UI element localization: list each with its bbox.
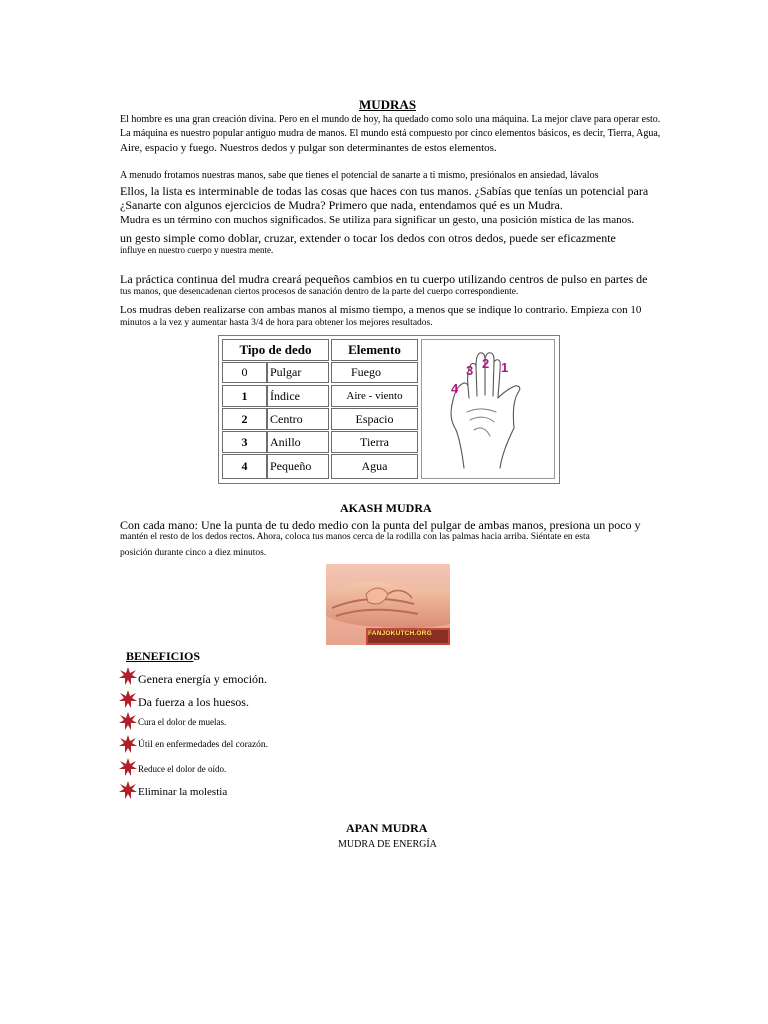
benefit-item: Genera energía y emoción.	[138, 672, 268, 686]
hand-outline-icon	[422, 340, 556, 480]
para3-line: minutos a la vez y aumentar hasta 3/4 de hora para obtener los mejores resultados.	[120, 318, 433, 328]
page-title: MUDRAS	[359, 97, 417, 112]
starburst-bullet-icon	[118, 757, 138, 777]
table-cell-number: 3	[222, 431, 267, 453]
para3-line: La práctica continua del mudra creará pequeños cambios en tu cuerpo utilizando centros de pulso en partes de	[120, 272, 648, 286]
akash-line: mantén el resto de los dedos rectos. Ahora, coloca tus manos cerca de la rodilla con las palmas hacia arriba. Siéntate en esta	[120, 532, 590, 542]
finger-element-table	[218, 335, 560, 484]
para2-line: Ellos, la lista es interminable de todas las cosas que haces con tus manos. ¿Sabías que tenías un potencial para	[120, 184, 649, 198]
akash-line: posición durante cinco a diez minutos.	[120, 548, 267, 558]
table-cell-finger: Pequeño	[267, 454, 329, 479]
table-cell-element: Aire - viento	[331, 385, 418, 407]
table-header-element: Elemento	[331, 339, 418, 361]
table-cell-number: 2	[222, 408, 267, 430]
table-cell-element: Fuego	[331, 362, 418, 383]
apan-subtitle: MUDRA DE ENERGÍA	[338, 839, 437, 850]
intro-line: La máquina es nuestro popular antiguo mudra de manos. El mundo está compuesto por cinco elementos básicos, es decir, Tierra, Agua,	[120, 128, 661, 139]
starburst-bullet-icon	[118, 734, 138, 754]
para2-line: un gesto simple como doblar, cruzar, extender o tocar los dedos con otros dedos, puede ser eficazmente	[120, 231, 616, 245]
benefit-item: Da fuerza a los huesos.	[138, 695, 249, 709]
table-cell-element: Espacio	[331, 408, 418, 430]
benefit-item: Eliminar la molestia	[138, 786, 228, 798]
benefit-item: Reduce el dolor de oído.	[138, 764, 227, 774]
table-cell-number: 4	[222, 454, 267, 479]
hand-label-4: 4	[451, 381, 459, 396]
benefits-title-main: BENEFICIO	[126, 649, 194, 663]
photo-watermark: FANJOKUTCH.ORG	[368, 630, 432, 637]
para2-line: ¿Sanarte con algunos ejercicios de Mudra? Primero que nada, entendamos qué es un Mudra.	[120, 198, 563, 212]
apan-title: APAN MUDRA	[346, 821, 428, 835]
benefits-title-tail: S	[193, 649, 201, 663]
benefit-item: Útil en enfermedades del corazón.	[138, 740, 269, 750]
starburst-bullet-icon	[118, 689, 138, 709]
akash-line: Con cada mano: Une la punta de tu dedo medio con la punta del pulgar de ambas manos, presiona un poco y	[120, 518, 641, 532]
table-header-finger: Tipo de dedo	[222, 339, 329, 361]
intro-line: El hombre es una gran creación divina. Pero en el mundo de hoy, ha quedado como solo una máquina. La mejor clave para operar esto.	[120, 114, 661, 125]
starburst-bullet-icon	[118, 780, 138, 800]
para2-line: A menudo frotamos nuestras manos, sabe que tienes el potencial de sanarte a ti mismo, presiónalos en ansiedad, lávalos	[120, 170, 599, 181]
table-cell-number: 1	[222, 385, 267, 407]
table-cell-finger: Índice	[267, 385, 329, 407]
para2-line: influye en nuestro cuerpo y nuestra mente.	[120, 245, 274, 255]
benefits-title	[126, 650, 200, 662]
intro-line: Aire, espacio y fuego. Nuestros dedos y pulgar son determinantes de estos elementos.	[120, 142, 497, 154]
hand-label-3: 3	[466, 363, 474, 378]
table-cell-finger: Centro	[267, 408, 329, 430]
table-cell-finger: Anillo	[267, 431, 329, 453]
hand-label-1: 1	[501, 360, 509, 375]
para3-line: Los mudras deben realizarse con ambas manos al mismo tiempo, a menos que se indique lo contrario. Empieza con 10	[120, 304, 642, 316]
akash-title: AKASH MUDRA	[340, 501, 432, 515]
starburst-bullet-icon	[118, 711, 138, 731]
para3-line: tus manos, que desencadenan ciertos procesos de sanación dentro de la parte del cuerpo correspondiente.	[120, 287, 519, 297]
para2-line: Mudra es un término con muchos significados. Se utiliza para significar un gesto, una posición mística de las manos.	[120, 214, 635, 226]
benefit-item: Cura el dolor de muelas.	[138, 717, 227, 727]
table-cell-finger: Pulgar	[267, 362, 329, 383]
hand-label-2: 2	[482, 356, 490, 371]
hand-diagram-cell	[421, 339, 555, 479]
starburst-bullet-icon	[118, 666, 138, 686]
table-cell-element: Tierra	[331, 431, 418, 453]
table-cell-element: Agua	[331, 454, 418, 479]
table-cell-number: 0	[222, 362, 267, 383]
